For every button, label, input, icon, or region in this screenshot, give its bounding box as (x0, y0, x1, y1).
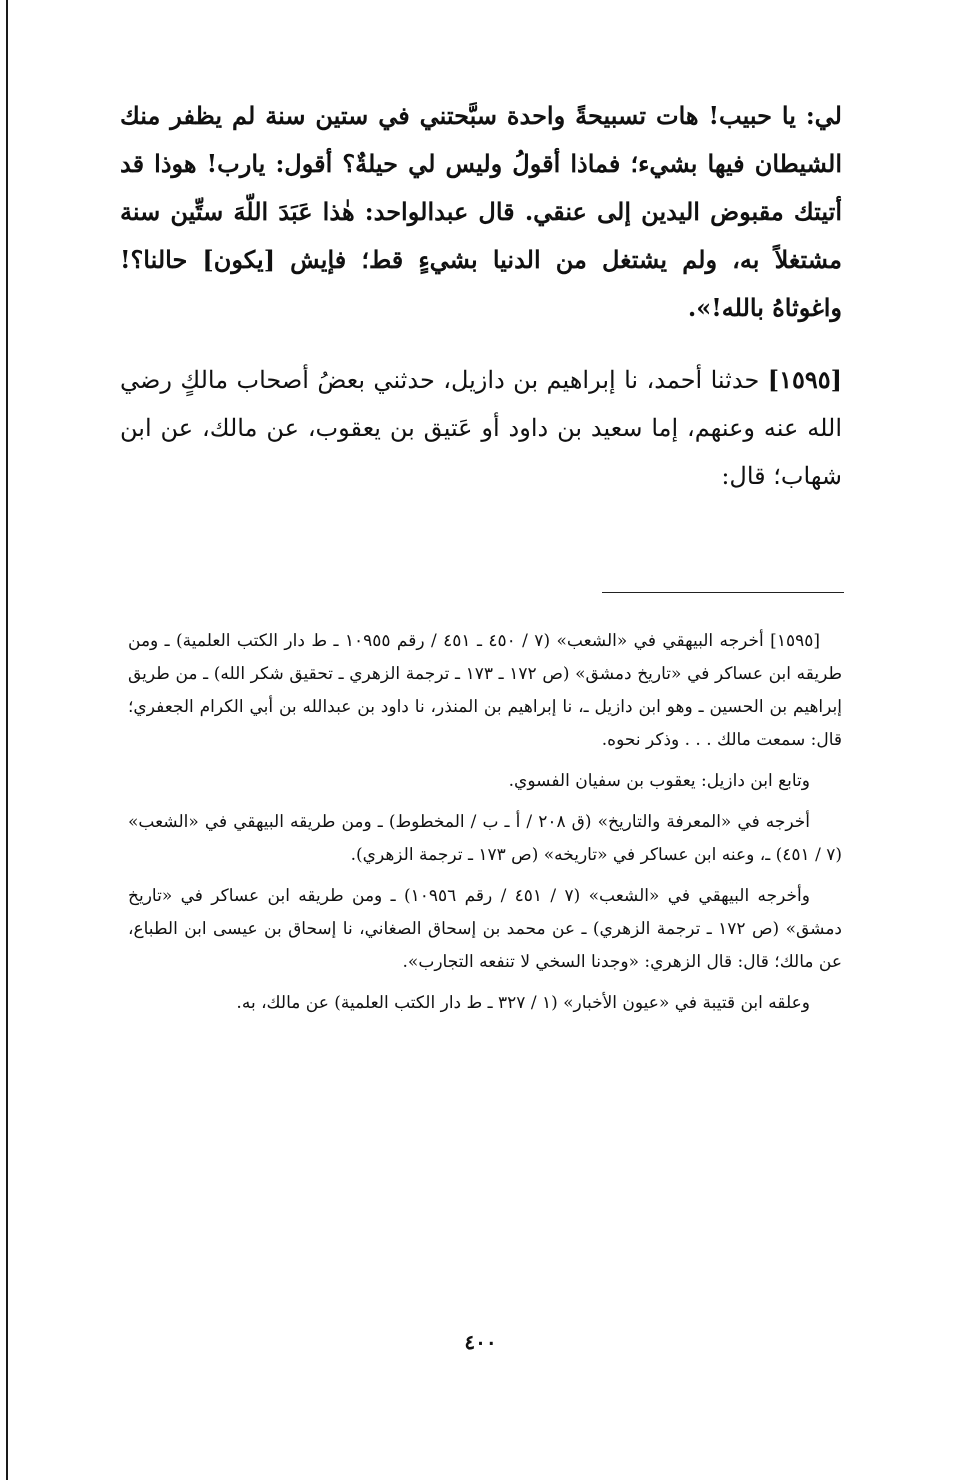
main-paragraph-2 (120, 356, 842, 500)
footnote-paragraph: وتابع ابن دازيل: يعقوب بن سفيان الفسوي. (508, 771, 810, 791)
footnote-separator (602, 592, 844, 593)
main-paragraph-1: لي: يا حبيب! هات تسبيحةً واحدة سبَّحتني في ستين سنة لم يظفر منك الشيطان فيها بشيء؛ فماذا أقولُ وليس لي حيلةٌ؟ أقول: يارب! هوذا قد أتيتك مقبوض اليدين إلى عنقي. قال عبدالواحد: هٰذا عَبَدَ اللّهَ ستِّين سنة مشتغلاً به، ولم يشتغل من الدنيا بشيءٍ قط؛ فإيش [يكون] حالنا؟! واغوثاهُ بالله!». (120, 101, 842, 322)
footnote-paragraph: أخرجه في «المعرفة والتاريخ» (ق ٢٠٨ / أ ـ ب / المخطوط) ـ ومن طريقه البيهقي في «الشعب» (٧ / ٤٥١) ـ، وعنه ابن عساكر في «تاريخه» (ص ١٧٣ ـ ترجمة الزهري). (128, 812, 842, 865)
main-text (120, 92, 842, 500)
footnote-paragraph: وأخرجه البيهقي في «الشعب» (٧ / ٤٥١ / رقم ١٠٩٥٦) ـ ومن طريقه ابن عساكر في «تاريخ دمشق» (ص ١٧٢ ـ ترجمة الزهري) ـ عن محمد بن إسحاق الصغاني، نا إسحاق بن عيسى ابن الطباع، عن مالك؛ قال: قال الزهري: «وجدنا السخي لا تنفعه التجارب». (128, 886, 842, 972)
hadith-number: [١٥٩٥] (767, 365, 842, 394)
footnote-1595: [١٥٩٥] أخرجه البيهقي في «الشعب» (٧ / ٤٥٠ ـ ٤٥١ / رقم ١٠٩٥٥ ـ ط دار الكتب العلمية) ـ ومن طريقه ابن عساكر في «تاريخ دمشق» (ص ١٧٢ ـ ١٧٣ ـ ترجمة الزهري ـ تحقيق شكر الله) ـ من طريق إبراهيم بن الحسين ـ وهو ابن دازيل ـ، نا إبراهيم بن المنذر، نا داود بن عبدالله بن أبي الكرام الجعفري؛ قال: سمعت مالك . . . وذكر نحوه. (128, 631, 843, 750)
page-edge-line (6, 0, 8, 1480)
page-number: ٤٠٠ (464, 1330, 497, 1354)
hadith-text: حدثنا أحمد، نا إبراهيم بن دازيل، حدثني بعضُ أصحاب مالكٍ رضي الله عنه وعنهم، إما سعيد بن داود أو عَتيق بن يعقوب، عن مالك، عن ابن شهاب؛ قال: (120, 366, 842, 490)
footnotes (128, 625, 842, 1028)
footnote-paragraph: وعلقه ابن قتيبة في «عيون الأخبار» (١ / ٣٢٧ ـ ط دار الكتب العلمية) عن مالك، به. (236, 993, 810, 1013)
